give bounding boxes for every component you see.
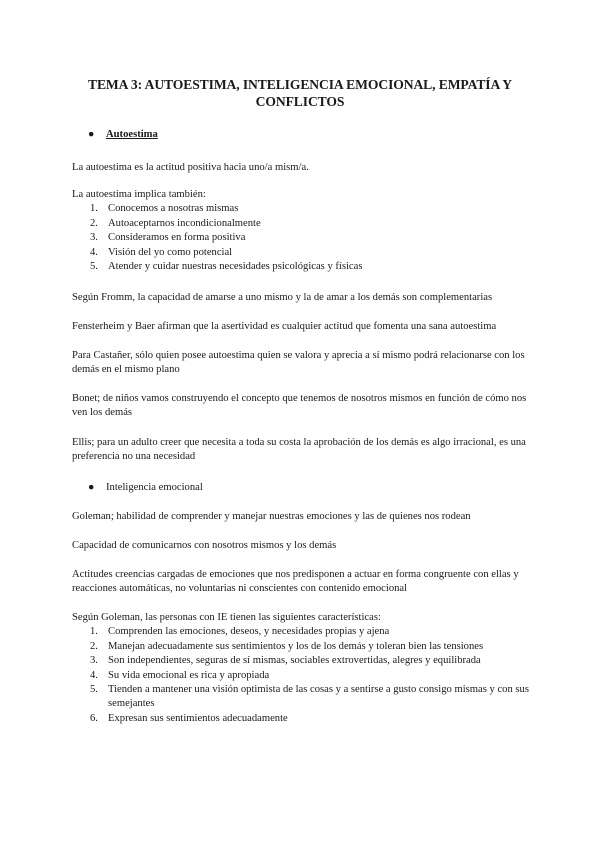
list-item-number: 3. (90, 232, 98, 244)
list-item-text: Conocemos a nosotras mismas (108, 203, 239, 215)
list-item-number: 5. (90, 684, 98, 696)
list-intro: La autoestima implica también: (72, 189, 206, 200)
list-item-number: 4. (90, 246, 98, 258)
list-block (72, 611, 532, 726)
list-item (72, 654, 532, 668)
numbered-list (72, 202, 532, 274)
section-heading-inteligencia-emocional (88, 481, 203, 495)
list-intro: Según Goleman, las personas con IE tienen las siguientes características: (72, 612, 381, 623)
list-item (72, 712, 532, 726)
section-heading-label: Autoestima (106, 129, 158, 140)
list-item-text: Expresan sus sentimientos adecuadamente (108, 712, 288, 724)
list-item-text: Manejan adecuadamente sus sentimientos y los de los demás y toleran bien las tensiones (108, 640, 484, 652)
numbered-list (72, 625, 532, 726)
list-item (72, 202, 532, 216)
paragraph: Para Castañer, sólo quien posee autoestima quien se valora y aprecia a sí mismo podrá relacionarse con los demás en el mismo plano (72, 350, 525, 376)
bullet-icon: ● (88, 482, 95, 493)
list-item-text: Comprenden las emociones, deseos, y necesidades propias y ajena (108, 626, 390, 638)
list-item-text: Tienden a mantener una visión optimista de las cosas y a sentirse a gusto consigo mismas y con sus semejantes (108, 684, 529, 710)
list-item-text: Consideramos en forma positiva (108, 232, 246, 244)
section-heading-autoestima (88, 128, 158, 142)
list-item-number: 1. (90, 626, 98, 638)
paragraph: Actitudes creencias cargadas de emociones que nos predisponen a actuar en forma congruente con ellas y reacciones automáticas, no voluntarias ni conscientes con contenido emocional (72, 569, 519, 595)
paragraph: Bonet; de niños vamos construyendo el concepto que tenemos de nosotros mismos en función de cómo nos ven los demás (72, 393, 527, 419)
list-item-number: 3. (90, 655, 98, 667)
paragraph: La autoestima es la actitud positiva hacia uno/a mism/a. (72, 162, 309, 173)
paragraph: Goleman; habilidad de comprender y manejar nuestras emociones y las de quienes nos rodean (72, 511, 471, 522)
list-item-text: Son independientes, seguras de sí mismas, sociables extrovertidas, alegres y equilibrada (108, 655, 481, 667)
list-item (72, 640, 532, 654)
list-block (72, 188, 532, 274)
paragraph: Ellis; para un adulto creer que necesita a toda su costa la aprobación de los demás es algo irracional, es una preferencia no una necesidad (72, 437, 526, 463)
list-item-text: Atender y cuidar nuestras necesidades psicológicas y físicas (108, 261, 363, 273)
list-item-number: 2. (90, 640, 98, 652)
paragraph: Fensterheim y Baer afirman que la asertividad es cualquier actitud que fomenta una sana autoestima (72, 321, 497, 332)
list-item-number: 2. (90, 217, 98, 229)
list-item-text: Visión del yo como potencial (108, 246, 233, 258)
list-item (72, 669, 532, 683)
list-item-number: 1. (90, 203, 98, 215)
list-item (72, 683, 532, 712)
bullet-icon: ● (88, 129, 95, 140)
list-item (72, 625, 532, 639)
list-item (72, 260, 532, 274)
section-heading-label: Inteligencia emocional (106, 482, 203, 493)
list-item (72, 231, 532, 245)
list-item-number: 4. (90, 669, 98, 681)
paragraph: Capacidad de comunicarnos con nosotros mismos y los demás (72, 540, 337, 551)
list-item-number: 6. (90, 712, 98, 724)
list-item-text: Su vida emocional es rica y apropiada (108, 669, 270, 681)
page-title: TEMA 3: AUTOESTIMA, INTELIGENCIA EMOCIONAL, EMPATÍA Y CONFLICTOS (88, 77, 512, 109)
paragraph: Según Fromm, la capacidad de amarse a uno mismo y la de amar a los demás son complementarias (72, 292, 493, 303)
list-item (72, 217, 532, 231)
list-item-number: 5. (90, 261, 98, 273)
list-item-text: Autoaceptarnos incondicionalmente (108, 217, 261, 229)
list-item (72, 246, 532, 260)
